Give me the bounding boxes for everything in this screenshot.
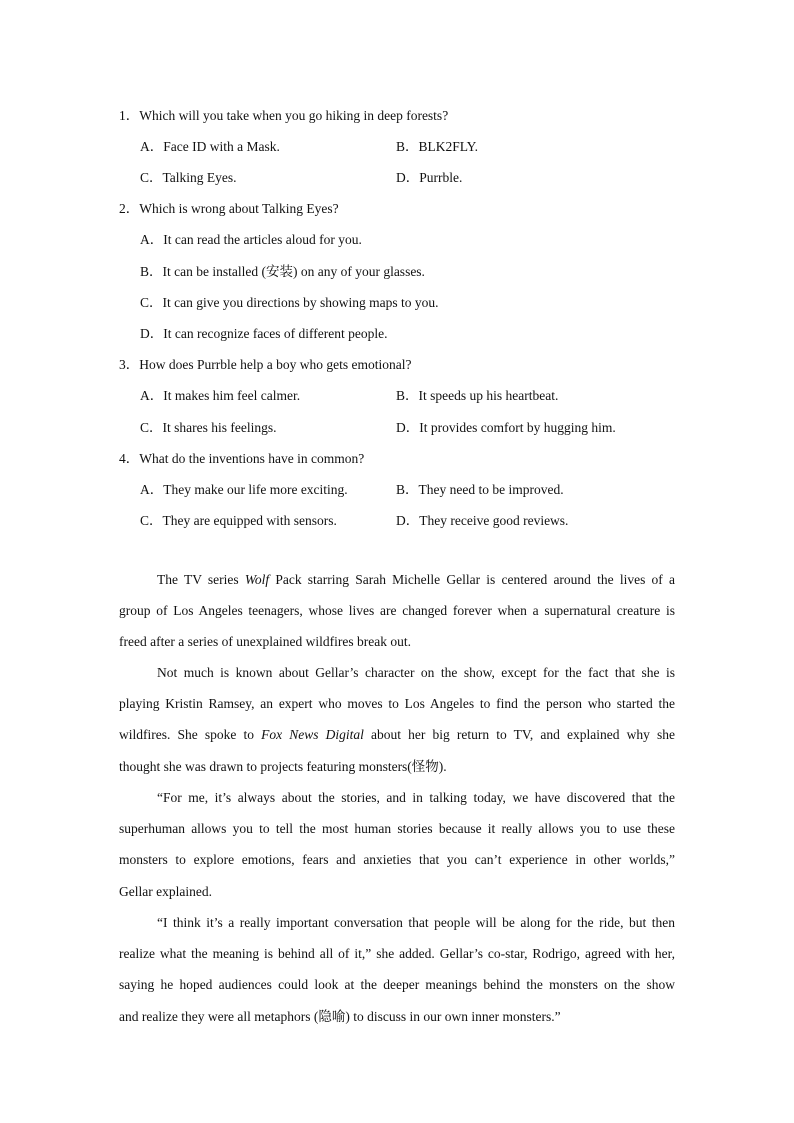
paragraph-line: Not much is known about Gellar’s character on the show, except for the fact that she is bbox=[157, 665, 675, 680]
question-1-stem: 1．Which will you take when you go hiking in deep forests? bbox=[119, 108, 449, 123]
question-2-option-c: C．It can give you directions by showing maps to you. bbox=[140, 295, 439, 310]
text-run: about her big return to TV, and explained why she bbox=[363, 727, 675, 743]
question-3-option-d: D．It provides comfort by hugging him. bbox=[396, 420, 616, 435]
paragraph-line: saying he hoped audiences could look at the deeper meanings behind the monsters on the show bbox=[119, 977, 675, 993]
paragraph-line: monsters to explore emotions, fears and anxieties that you can’t experience in other worlds,” bbox=[119, 852, 675, 868]
question-4-option-d: D．They receive good reviews. bbox=[396, 513, 569, 528]
paragraph-line: superhuman allows you to tell the most human stories because it really allows you to use these bbox=[119, 821, 675, 837]
question-1-option-b: B．BLK2FLY. bbox=[396, 139, 479, 154]
paragraph-line: group of Los Angeles teenagers, whose lives are changed forever when a supernatural creature is bbox=[119, 603, 675, 619]
paragraph-line bbox=[119, 719, 675, 750]
passage-paragraph-4 bbox=[119, 907, 675, 1032]
paragraph-line: “For me, it’s always about the stories, and in talking today, we have discovered that the bbox=[157, 790, 675, 805]
passage-paragraph-2 bbox=[119, 657, 675, 782]
paragraph-line: freed after a series of unexplained wildfires break out. bbox=[119, 634, 411, 650]
text-run: wildfires. She spoke to bbox=[119, 727, 262, 743]
question-2-option-b: B．It can be installed (安装) on any of your glasses. bbox=[140, 264, 425, 279]
question-1-option-d: D．Purrble. bbox=[396, 170, 463, 185]
question-3-option-a: A．It makes him feel calmer. bbox=[140, 388, 301, 403]
question-4-option-a: A．They make our life more exciting. bbox=[140, 482, 348, 497]
question-2-stem: 2．Which is wrong about Talking Eyes? bbox=[119, 201, 339, 216]
paragraph-line: Gellar explained. bbox=[119, 883, 212, 899]
question-3-stem: 3．How does Purrble help a boy who gets emotional? bbox=[119, 357, 412, 372]
passage-paragraph-1 bbox=[119, 564, 675, 658]
text-run: The TV series bbox=[157, 572, 245, 587]
text-run: Pack starring Sarah Michelle Gellar is centered around the lives of a bbox=[269, 572, 675, 587]
italic-source: Fox News Digital bbox=[261, 727, 364, 743]
paragraph-line: thought she was drawn to projects featuring monsters(怪物). bbox=[119, 758, 447, 774]
question-4-stem: 4．What do the inventions have in common? bbox=[119, 451, 365, 466]
question-4-option-b: B．They need to be improved. bbox=[396, 482, 564, 497]
question-3-option-b: B．It speeds up his heartbeat. bbox=[396, 388, 559, 403]
paragraph-line: and realize they were all metaphors (隐喻) to discuss in our own inner monsters.” bbox=[119, 1008, 561, 1024]
question-1-option-c: C．Talking Eyes. bbox=[140, 170, 237, 185]
passage-paragraph-3 bbox=[119, 782, 675, 907]
paragraph-line: playing Kristin Ramsey, an expert who moves to Los Angeles to find the person who started the bbox=[119, 696, 675, 712]
question-4-option-c: C．They are equipped with sensors. bbox=[140, 513, 337, 528]
question-3-option-c: C．It shares his feelings. bbox=[140, 420, 277, 435]
italic-title: Wolf bbox=[244, 572, 270, 587]
question-2-option-a: A．It can read the articles aloud for you. bbox=[140, 232, 362, 247]
question-2-option-d: D．It can recognize faces of different people. bbox=[140, 326, 388, 341]
paragraph-line bbox=[119, 564, 675, 595]
paragraph-line: realize what the meaning is behind all of it,” she added. Gellar’s co-star, Rodrigo, agreed with her, bbox=[119, 946, 675, 962]
paragraph-line: “I think it’s a really important conversation that people will be along for the ride, but then bbox=[157, 915, 675, 930]
question-1-option-a: A．Face ID with a Mask. bbox=[140, 139, 280, 154]
